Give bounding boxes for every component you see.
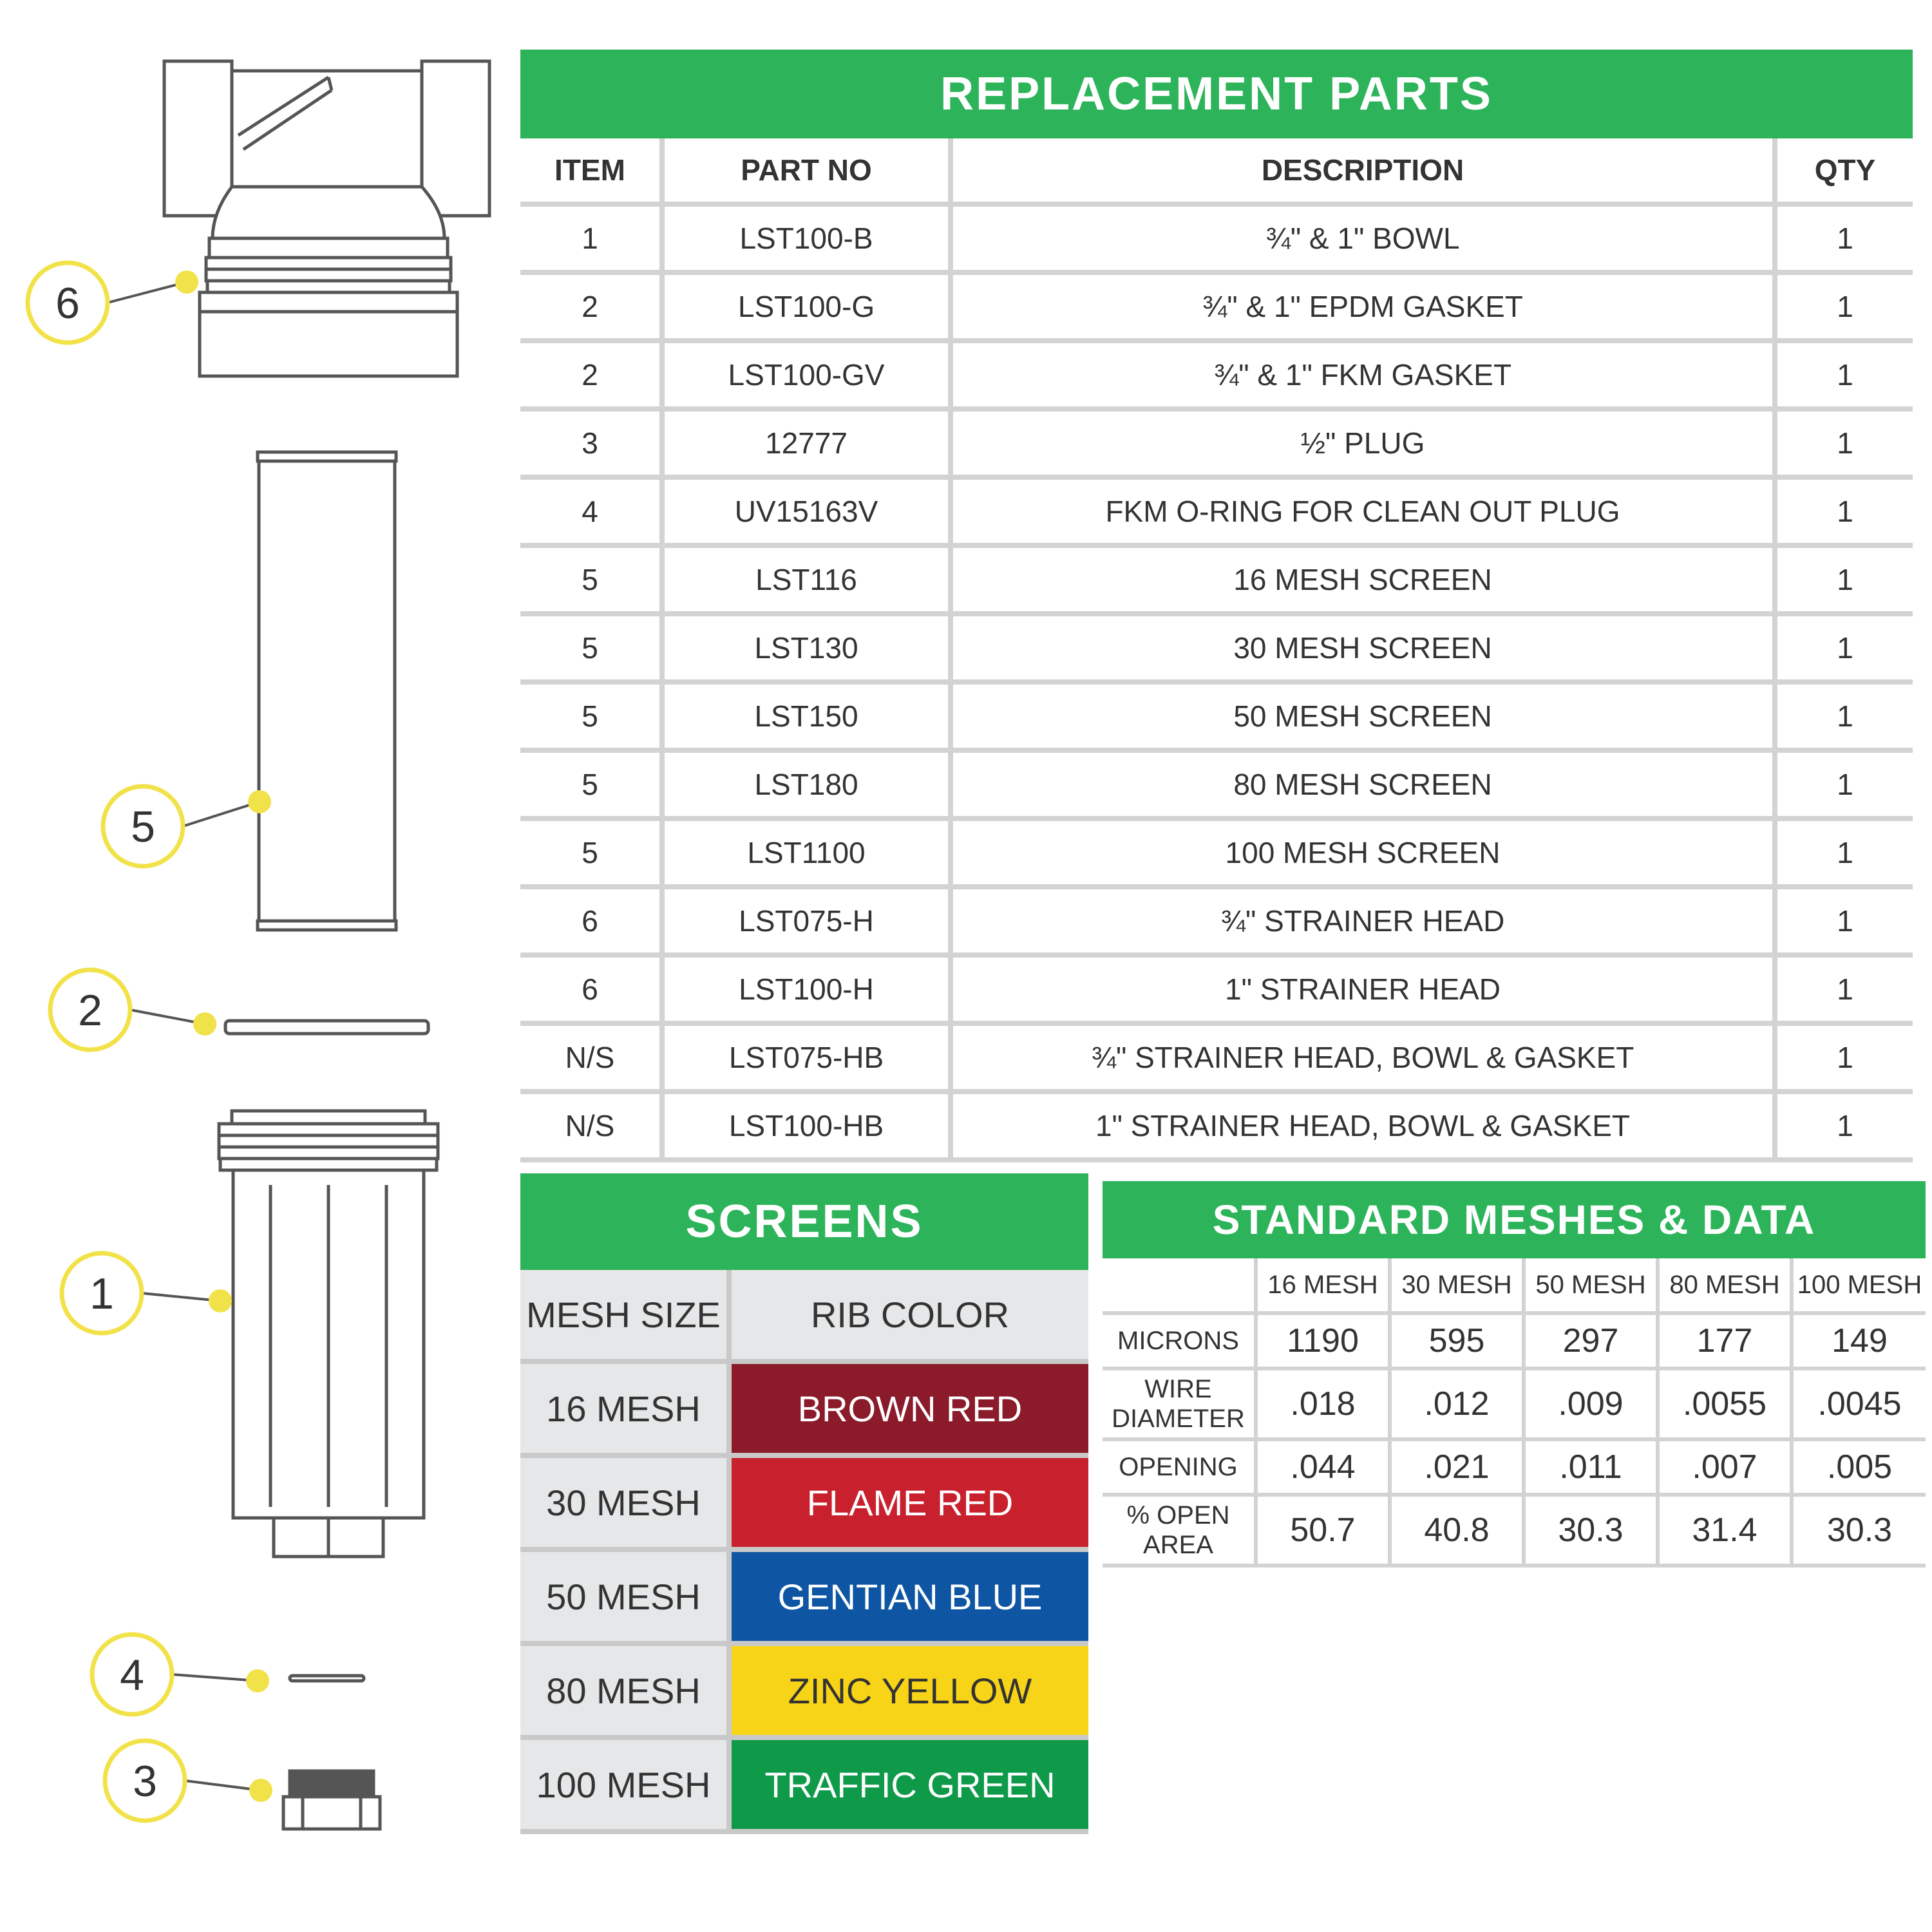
item-cell: 2	[520, 341, 662, 409]
mesh-size-cell: 50 MESH	[520, 1549, 729, 1643]
parts-table-row	[520, 750, 1913, 819]
screens-header-row	[520, 1270, 1088, 1361]
callout-number: 2	[78, 986, 102, 1035]
mesh-size-cell: 80 MESH	[520, 1643, 729, 1738]
part-no-column-header: PART NO	[662, 138, 951, 204]
qty-cell: 1	[1775, 272, 1913, 341]
screens-table-row	[520, 1361, 1088, 1455]
item-cell: N/S	[520, 1092, 662, 1160]
mesh-size-cell: 100 MESH	[520, 1738, 729, 1832]
mesh-value-cell: .021	[1390, 1439, 1524, 1495]
rib-color-cell: FLAME RED	[729, 1455, 1088, 1549]
item-cell: 2	[520, 272, 662, 341]
description-cell: 16 MESH SCREEN	[951, 545, 1775, 614]
description-cell: 80 MESH SCREEN	[951, 750, 1775, 819]
qty-cell: 1	[1775, 1092, 1913, 1160]
part-no-cell: LST100-G	[662, 272, 951, 341]
replacement-parts-title: REPLACEMENT PARTS	[520, 50, 1913, 138]
item-column-header: ITEM	[520, 138, 662, 204]
parts-table-row	[520, 272, 1913, 341]
mesh-row-label: WIRE DIAMETER	[1103, 1368, 1256, 1439]
qty-cell: 1	[1775, 682, 1913, 750]
mesh-column-header: 16 MESH	[1256, 1258, 1390, 1313]
mesh-value-cell: 40.8	[1390, 1495, 1524, 1566]
mesh-data-row	[1103, 1439, 1926, 1495]
item-cell: 5	[520, 819, 662, 887]
parts-table-row	[520, 819, 1913, 887]
item-cell: 5	[520, 682, 662, 750]
description-cell: 50 MESH SCREEN	[951, 682, 1775, 750]
mesh-column-header: 80 MESH	[1658, 1258, 1792, 1313]
part-no-cell: 12777	[662, 409, 951, 477]
description-column-header: DESCRIPTION	[951, 138, 1775, 204]
mesh-value-cell: 177	[1658, 1313, 1792, 1368]
part-gasket-drawing	[225, 1021, 428, 1034]
replacement-parts-table	[520, 138, 1913, 1162]
mesh-value-cell: .0045	[1792, 1368, 1926, 1439]
part-no-cell: LST075-HB	[662, 1023, 951, 1092]
callout-5	[103, 786, 271, 866]
parts-table-row	[520, 614, 1913, 682]
screens-table-row	[520, 1643, 1088, 1738]
mesh-size-header: MESH SIZE	[520, 1270, 729, 1361]
mesh-value-cell: .009	[1524, 1368, 1658, 1439]
description-cell: 100 MESH SCREEN	[951, 819, 1775, 887]
qty-cell: 1	[1775, 545, 1913, 614]
qty-cell: 1	[1775, 750, 1913, 819]
callout-1	[62, 1253, 232, 1333]
callout-markers	[28, 263, 272, 1821]
parts-table-row	[520, 545, 1913, 614]
mesh-value-cell: .011	[1524, 1439, 1658, 1495]
mesh-value-cell: 1190	[1256, 1313, 1390, 1368]
exploded-parts-diagram	[0, 0, 509, 1932]
mesh-value-cell: 50.7	[1256, 1495, 1390, 1566]
mesh-header-row	[1103, 1258, 1926, 1313]
description-cell: ¾" & 1" BOWL	[951, 204, 1775, 272]
mesh-value-cell: .0055	[1658, 1368, 1792, 1439]
part-no-cell: LST116	[662, 545, 951, 614]
rib-color-header: RIB COLOR	[729, 1270, 1088, 1361]
description-cell: ¾" STRAINER HEAD, BOWL & GASKET	[951, 1023, 1775, 1092]
mesh-data-row	[1103, 1368, 1926, 1439]
mesh-data-row	[1103, 1313, 1926, 1368]
mesh-value-cell: 31.4	[1658, 1495, 1792, 1566]
parts-table-row	[520, 1023, 1913, 1092]
parts-table-row	[520, 477, 1913, 545]
rib-color-cell: GENTIAN BLUE	[729, 1549, 1088, 1643]
parts-table-row	[520, 204, 1913, 272]
item-cell: 1	[520, 204, 662, 272]
item-cell: N/S	[520, 1023, 662, 1092]
rib-color-cell: TRAFFIC GREEN	[729, 1738, 1088, 1832]
qty-cell: 1	[1775, 341, 1913, 409]
item-cell: 4	[520, 477, 662, 545]
qty-cell: 1	[1775, 1023, 1913, 1092]
part-no-cell: LST150	[662, 682, 951, 750]
callout-number: 6	[55, 279, 80, 328]
mesh-row-label: MICRONS	[1103, 1313, 1256, 1368]
qty-cell: 1	[1775, 819, 1913, 887]
mesh-data-row	[1103, 1495, 1926, 1566]
item-cell: 5	[520, 545, 662, 614]
part-plug-drawing	[283, 1771, 380, 1829]
parts-table-row	[520, 341, 1913, 409]
qty-cell: 1	[1775, 955, 1913, 1023]
mesh-row-label: % OPEN AREA	[1103, 1495, 1256, 1566]
mesh-size-cell: 30 MESH	[520, 1455, 729, 1549]
mesh-value-cell: .012	[1390, 1368, 1524, 1439]
standard-meshes-title: STANDARD MESHES & DATA	[1103, 1181, 1926, 1258]
mesh-column-header: 30 MESH	[1390, 1258, 1524, 1313]
mesh-value-cell: .044	[1256, 1439, 1390, 1495]
replacement-parts-panel	[520, 50, 1913, 1162]
qty-cell: 1	[1775, 204, 1913, 272]
mesh-value-cell: 595	[1390, 1313, 1524, 1368]
part-no-cell: LST100-B	[662, 204, 951, 272]
mesh-value-cell: .018	[1256, 1368, 1390, 1439]
screens-table-row	[520, 1549, 1088, 1643]
item-cell: 5	[520, 614, 662, 682]
part-o-ring-drawing	[290, 1676, 364, 1681]
part-no-cell: LST100-H	[662, 955, 951, 1023]
rib-color-cell: ZINC YELLOW	[729, 1643, 1088, 1738]
parts-header-row	[520, 138, 1913, 204]
part-no-cell: UV15163V	[662, 477, 951, 545]
callout-2	[50, 970, 216, 1050]
callout-number: 3	[133, 1757, 157, 1806]
screens-table	[520, 1270, 1088, 1834]
mesh-column-header: 50 MESH	[1524, 1258, 1658, 1313]
screens-panel	[520, 1173, 1088, 1834]
callout-4	[92, 1634, 269, 1714]
description-cell: 1" STRAINER HEAD	[951, 955, 1775, 1023]
description-cell: ¾" & 1" EPDM GASKET	[951, 272, 1775, 341]
description-cell: 30 MESH SCREEN	[951, 614, 1775, 682]
item-cell: 3	[520, 409, 662, 477]
screens-table-row	[520, 1738, 1088, 1832]
mesh-size-cell: 16 MESH	[520, 1361, 729, 1455]
parts-table-row	[520, 409, 1913, 477]
callout-number: 4	[120, 1651, 144, 1700]
qty-cell: 1	[1775, 409, 1913, 477]
part-strainer-head-drawing	[164, 61, 489, 376]
part-no-cell: LST1100	[662, 819, 951, 887]
item-cell: 6	[520, 887, 662, 955]
item-cell: 5	[520, 750, 662, 819]
callout-number: 5	[131, 802, 155, 851]
qty-column-header: QTY	[1775, 138, 1913, 204]
item-cell: 6	[520, 955, 662, 1023]
description-cell: ¾" & 1" FKM GASKET	[951, 341, 1775, 409]
mesh-value-cell: 297	[1524, 1313, 1658, 1368]
parts-table-row	[520, 955, 1913, 1023]
rib-color-cell: BROWN RED	[729, 1361, 1088, 1455]
standard-meshes-panel	[1103, 1181, 1926, 1567]
screens-table-row	[520, 1455, 1088, 1549]
part-no-cell: LST100-HB	[662, 1092, 951, 1160]
mesh-value-cell: 30.3	[1524, 1495, 1658, 1566]
mesh-column-header: 100 MESH	[1792, 1258, 1926, 1313]
description-cell: 1" STRAINER HEAD, BOWL & GASKET	[951, 1092, 1775, 1160]
part-mesh-screen-drawing	[258, 452, 396, 930]
callout-6	[28, 263, 198, 343]
mesh-value-cell: 149	[1792, 1313, 1926, 1368]
part-no-cell: LST180	[662, 750, 951, 819]
part-no-cell: LST075-H	[662, 887, 951, 955]
qty-cell: 1	[1775, 887, 1913, 955]
description-cell: ¾" STRAINER HEAD	[951, 887, 1775, 955]
mesh-value-cell: 30.3	[1792, 1495, 1926, 1566]
screens-title: SCREENS	[520, 1173, 1088, 1270]
mesh-value-cell: .007	[1658, 1439, 1792, 1495]
callout-3	[105, 1741, 272, 1821]
part-bowl-drawing	[219, 1111, 438, 1557]
callout-number: 1	[90, 1269, 114, 1318]
parts-table-row	[520, 887, 1913, 955]
part-no-cell: LST100-GV	[662, 341, 951, 409]
qty-cell: 1	[1775, 477, 1913, 545]
mesh-value-cell: .005	[1792, 1439, 1926, 1495]
qty-cell: 1	[1775, 614, 1913, 682]
part-no-cell: LST130	[662, 614, 951, 682]
mesh-corner-cell	[1103, 1258, 1256, 1313]
parts-table-row	[520, 682, 1913, 750]
parts-table-row	[520, 1092, 1913, 1160]
description-cell: FKM O-RING FOR CLEAN OUT PLUG	[951, 477, 1775, 545]
standard-meshes-table	[1103, 1258, 1926, 1567]
description-cell: ½" PLUG	[951, 409, 1775, 477]
mesh-row-label: OPENING	[1103, 1439, 1256, 1495]
